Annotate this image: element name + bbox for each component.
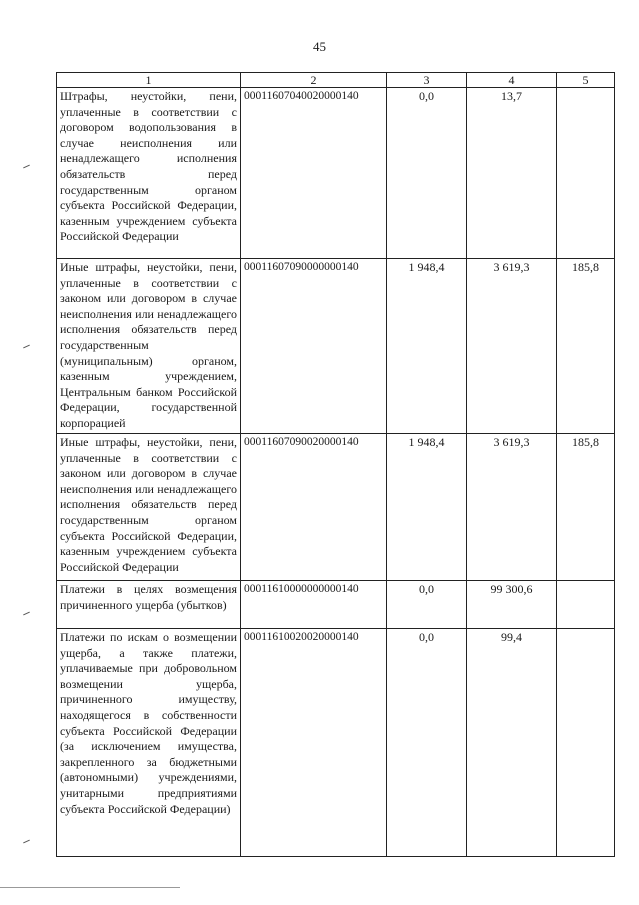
column-header-5: 5 [557,73,615,88]
margin-tick-mark [23,165,30,169]
table-row [57,581,615,629]
row-value-col3: 1 948,4 [387,434,467,581]
table-row [57,434,615,581]
margin-tick-mark [23,345,30,349]
row-value-col3: 0,0 [387,88,467,259]
row-value-col4: 99 300,6 [467,581,557,629]
row-value-col5 [557,629,615,857]
row-description: Платежи в целях возмещения причиненного ущерба (убытков) [57,581,241,629]
row-code: 00011610000000000140 [241,581,387,629]
table-row [57,259,615,434]
page-number: 45 [313,39,326,54]
column-header-3: 3 [387,73,467,88]
table-row [57,88,615,259]
row-value-col5 [557,88,615,259]
column-header-4: 4 [467,73,557,88]
row-value-col4: 99,4 [467,629,557,857]
row-description: Платежи по искам о возмещении ущерба, а также платежи, уплачиваемые при добровольном возмещении ущерба, причиненного имуществу, находящегося в собственности субъекта Российской Федерации (за исключением имущества, закрепленного за бюджетными (автономными) учреждениями, унитарными предприятиями субъекта Российской Федерации) [57,629,241,857]
row-value-col3: 0,0 [387,581,467,629]
row-value-col3: 1 948,4 [387,259,467,434]
margin-tick-mark [23,840,30,844]
row-value-col4: 3 619,3 [467,434,557,581]
table-row [57,629,615,857]
budget-table [56,72,615,857]
row-value-col5: 185,8 [557,434,615,581]
row-description: Иные штрафы, неустойки, пени, уплаченные в соответствии с законом или договором в случае неисполнения или ненадлежащего исполнения обязательств перед государственным органом субъекта Российской Федерации, казенным учреждением субъекта Российской Федерации [57,434,241,581]
row-code: 00011610020020000140 [241,629,387,857]
row-code: 00011607090000000140 [241,259,387,434]
row-value-col4: 3 619,3 [467,259,557,434]
row-value-col4: 13,7 [467,88,557,259]
row-description: Штрафы, неустойки, пени, уплаченные в соответствии с договором водопользования в случае неисполнения или ненадлежащего исполнения обязательств перед государственным органом субъекта Российской Федерации, казенным учреждением субъекта Российской Федерации [57,88,241,259]
column-header-2: 2 [241,73,387,88]
row-value-col3: 0,0 [387,629,467,857]
row-value-col5: 185,8 [557,259,615,434]
row-code: 00011607090020000140 [241,434,387,581]
row-code: 00011607040020000140 [241,88,387,259]
row-description: Иные штрафы, неустойки, пени, уплаченные в соответствии с законом или договором в случае неисполнения или ненадлежащего исполнения обязательств перед государственным (муниципальным) органом, казенным учреждением, Центральным банком Российской Федерации, государственной корпорацией [57,259,241,434]
column-header-1: 1 [57,73,241,88]
header-row [57,73,615,88]
footer-rule [0,887,180,888]
margin-tick-mark [23,612,30,616]
row-value-col5 [557,581,615,629]
